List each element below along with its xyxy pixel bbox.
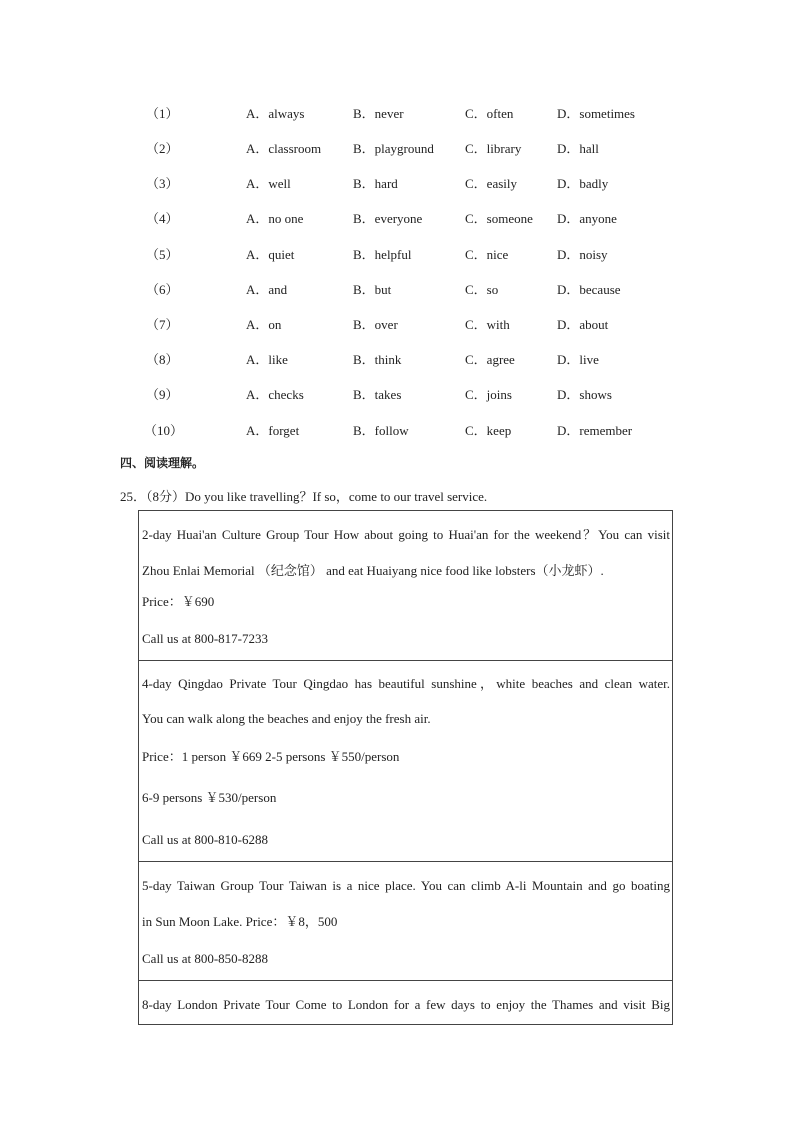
option-b: B．but (353, 282, 392, 297)
option-d: D．anyone (557, 211, 617, 226)
option-d: D．live (557, 352, 599, 367)
option-b: B．takes (353, 387, 402, 402)
option-a: A．quiet (246, 247, 295, 262)
option-c: C．someone (465, 211, 533, 226)
tour-cell-huaian (139, 511, 672, 661)
question-intro: 25．（8分）Do you like travelling？If so，come to our travel service. (120, 489, 488, 504)
option-number: （9） (146, 387, 179, 402)
option-number: （7） (146, 317, 179, 332)
option-number: （4） (146, 211, 179, 226)
tour-cell-london (139, 981, 672, 1025)
option-a: A．on (246, 317, 282, 332)
option-c: C．often (465, 106, 514, 121)
option-b: B．think (353, 352, 402, 367)
tour-price: 6-9 persons ￥530/person (142, 790, 277, 805)
option-a: A．forget (246, 423, 300, 438)
option-b: B．follow (353, 423, 409, 438)
option-c: C．so (465, 282, 499, 297)
option-c: C．library (465, 141, 522, 156)
option-row-8 (0, 350, 794, 370)
option-d: D．shows (557, 387, 612, 402)
option-b: B．everyone (353, 211, 423, 226)
option-b: B．never (353, 106, 404, 121)
tour-line: 2-day Huai'an Culture Group Tour How about going to Huai'an for the weekend？You can visit (142, 527, 670, 542)
option-b: B．helpful (353, 247, 412, 262)
option-d: D．because (557, 282, 621, 297)
tour-cell-taiwan (139, 862, 672, 981)
tour-line: Zhou Enlai Memorial （纪念馆） and eat Huaiyang nice food like lobsters（小龙虾）. (142, 563, 604, 578)
option-d: D．badly (557, 176, 609, 191)
section-heading: 四、阅读理解。 (120, 456, 205, 470)
option-row-3 (0, 174, 794, 194)
option-number: （3） (146, 176, 179, 191)
tour-cell-qingdao (139, 661, 672, 862)
option-d: D．hall (557, 141, 599, 156)
option-a: A．and (246, 282, 288, 297)
option-c: C．easily (465, 176, 517, 191)
option-a: A．no one (246, 211, 304, 226)
tour-line: You can walk along the beaches and enjoy the fresh air. (142, 711, 431, 726)
option-row-6 (0, 280, 794, 300)
option-number: （8） (146, 352, 179, 367)
tour-price: Price：￥690 (142, 594, 215, 609)
option-a: A．checks (246, 387, 304, 402)
option-b: B．playground (353, 141, 434, 156)
tour-line: in Sun Moon Lake. Price：￥8，500 (142, 914, 338, 929)
option-row-4 (0, 209, 794, 229)
tour-line: 5-day Taiwan Group Tour Taiwan is a nice place. You can climb A-li Mountain and go boating (142, 878, 670, 893)
tour-phone: Call us at 800-810-6288 (142, 832, 269, 847)
option-number: （2） (146, 141, 179, 156)
tour-phone: Call us at 800-817-7233 (142, 631, 269, 646)
tour-phone: Call us at 800-850-8288 (142, 951, 269, 966)
option-d: D．noisy (557, 247, 608, 262)
option-number: （6） (146, 282, 179, 297)
option-c: C．with (465, 317, 510, 332)
option-number: （5） (146, 247, 179, 262)
tour-table (138, 510, 673, 1025)
tour-line: 8-day London Private Tour Come to London for a few days to enjoy the Thames and visit Big (142, 997, 670, 1012)
option-c: C．nice (465, 247, 509, 262)
option-c: C．joins (465, 387, 512, 402)
option-d: D．about (557, 317, 609, 332)
option-row-2 (0, 139, 794, 159)
option-d: D．sometimes (557, 106, 635, 121)
option-c: C．keep (465, 423, 512, 438)
option-d: D．remember (557, 423, 633, 438)
option-a: A．well (246, 176, 291, 191)
option-b: B．over (353, 317, 398, 332)
option-a: A．like (246, 352, 288, 367)
option-c: C．agree (465, 352, 515, 367)
option-a: A．always (246, 106, 305, 121)
tour-line: 4-day Qingdao Private Tour Qingdao has beautiful sunshine，white beaches and clean water. (142, 676, 670, 691)
tour-price: Price：1 person ￥669 2-5 persons ￥550/person (142, 749, 400, 764)
option-row-7 (0, 315, 794, 335)
option-row-5 (0, 245, 794, 265)
option-number: （10） (144, 423, 184, 438)
option-b: B．hard (353, 176, 398, 191)
option-row-9 (0, 385, 794, 405)
option-row-10 (0, 421, 794, 441)
option-row-1 (0, 104, 794, 124)
option-number: （1） (146, 106, 179, 121)
option-a: A．classroom (246, 141, 322, 156)
